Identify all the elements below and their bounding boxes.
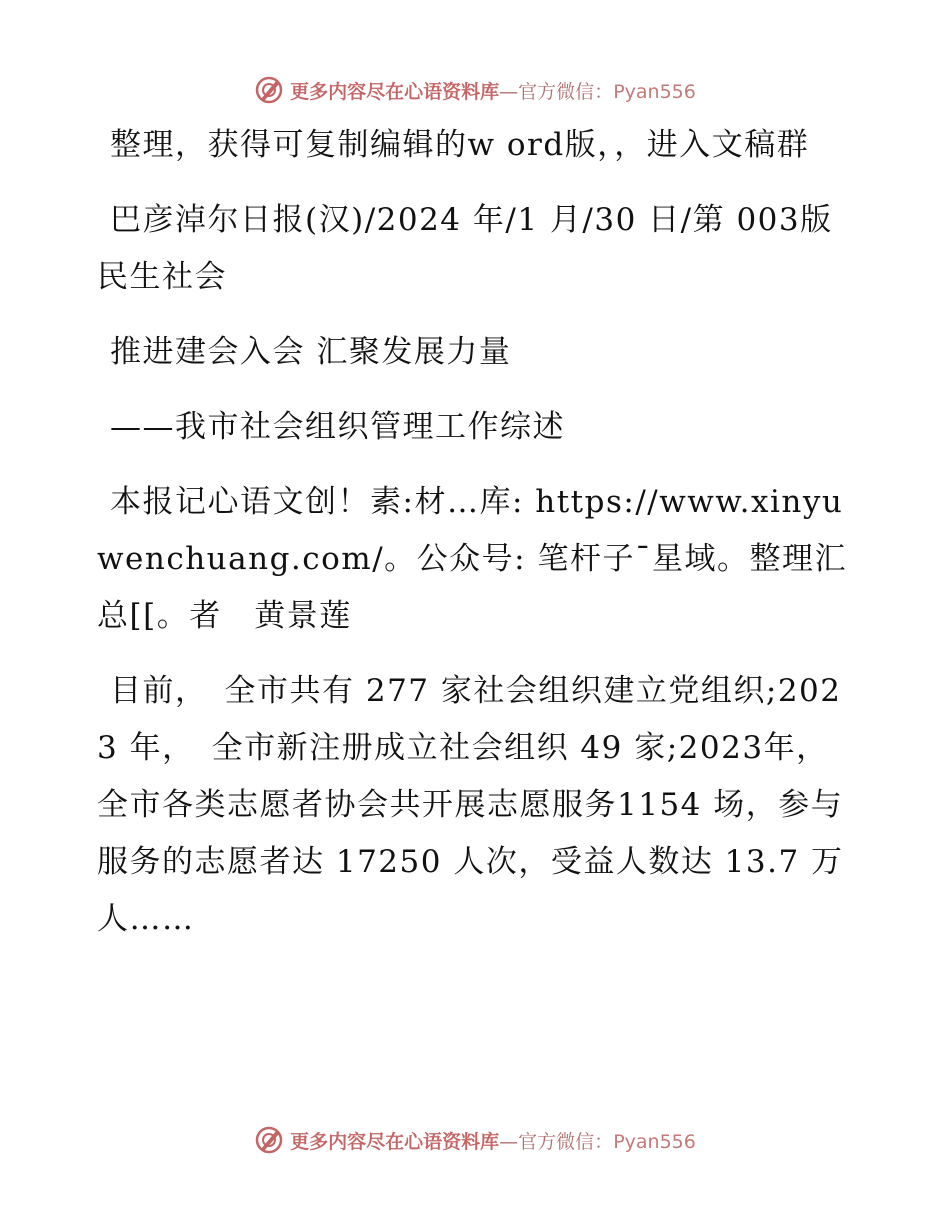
footer-banner: [0, 1120, 950, 1160]
article-subtitle: ——我市社会组织管理工作综述: [110, 409, 565, 445]
intro-paragraph: 整理，获得可复制编辑的w ord版，，进入文稿群: [110, 127, 810, 163]
pen-logo-icon: [254, 75, 284, 105]
header-banner: [0, 70, 950, 110]
document-body: [97, 117, 857, 966]
body-paragraph: 目前， 全市共有 277 家社会组织建立党组织;2023 年， 全市新注册成立社会组织 49 家;2023年，全市各类志愿者协会共开展志愿服务1154 场，参与服务的志愿者达 17250 人次，受益人数达 13.7 万人……: [97, 673, 844, 937]
pen-logo-icon: [254, 1125, 284, 1155]
header-banner-text: 更多内容尽在心语资料库—官方微信：Pyan556: [290, 80, 696, 103]
byline-paragraph: 本报记心语文创！素:材…库: https://www.xinyuwenchuang.com/。公众号: 笔杆子¯星域。整理汇总[[。者 黄景莲: [97, 484, 847, 634]
source-line: 巴彦淖尔日报(汉)/2024 年/1 月/30 日/第 003版民生社会: [97, 202, 833, 295]
footer-banner-text: 更多内容尽在心语资料库—官方微信：Pyan556: [290, 1130, 696, 1153]
article-title: 推进建会入会 汇聚发展力量: [110, 334, 512, 370]
